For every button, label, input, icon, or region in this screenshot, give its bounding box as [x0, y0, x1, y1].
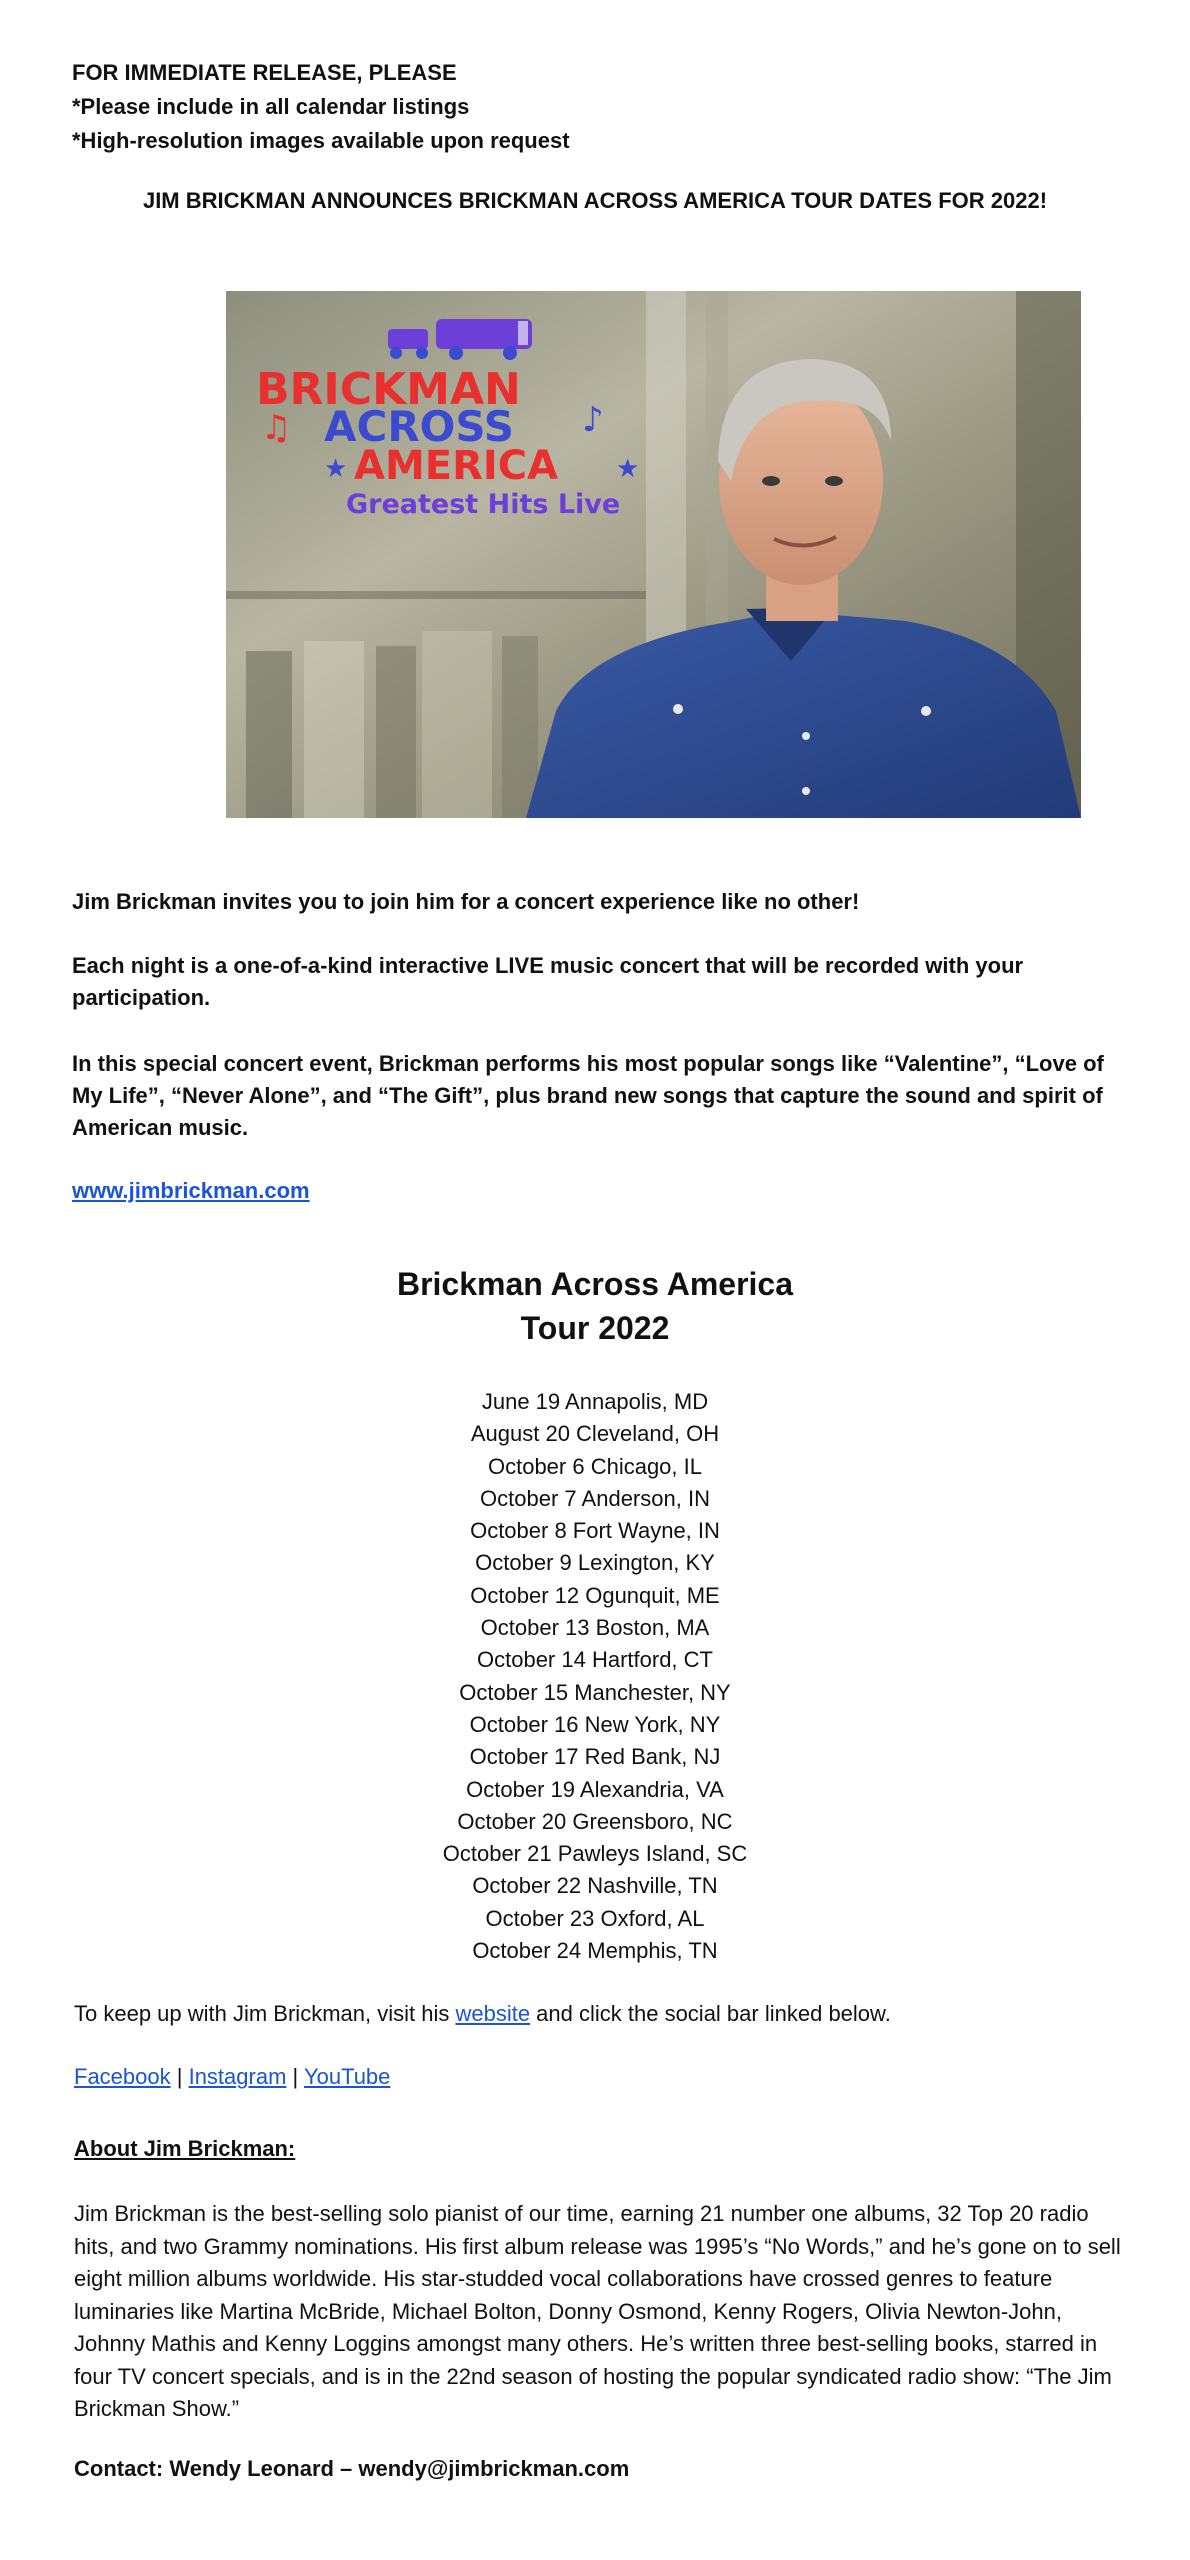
about-paragraph: Jim Brickman is the best-selling solo pianist of our time, earning 21 number one albums, 32 Top 20 radio hits, and two Grammy nominations. His first album release was 1995’s “No Words,” and he’s gone on to sell eight million albums worldwide. His star-studded vocal collaborations have crossed genres to feature luminaries like Martina McBride, Michael Bolton, Donny Osmond, Kenny Rogers, Olivia Newton-John, Johnny Mathis and Kenny Loggins amongst many others. He’s written three best-selling books, starred in four TV concert specials, and is in the 22nd season of hosting the popular syndicated radio show: “The Jim Brickman Show.” [74, 2201, 1121, 2421]
concert-paragraph: Each night is a one-of-a-kind interactive LIVE music concert that will be recorded with your participation. [72, 953, 1024, 1010]
tour-date: October 17 Red Bank, NJ [469, 1744, 721, 1770]
website-link[interactable]: www.jimbrickman.com [72, 1178, 310, 1203]
about-heading: About Jim Brickman: [74, 2136, 296, 2161]
social-links [74, 2064, 390, 2090]
songs-paragraph: In this special concert event, Brickman performs his most popular songs like “Valentine”, “Love of My Life”, “Never Alone”, and “The Gift”, plus brand new songs that capture the sound and spirit of American music. [72, 1051, 1104, 1140]
tour-date: October 19 Alexandria, VA [466, 1776, 724, 1802]
hero-photo-illustration [226, 291, 1081, 818]
tour-date: October 6 Chicago, IL [487, 1453, 702, 1479]
social-separator: | [286, 2064, 304, 2089]
star-icon: ★ [324, 454, 348, 484]
social-separator: | [170, 2064, 189, 2089]
tour-date: June 19 Annapolis, MD [481, 1389, 709, 1414]
tour-date: October 8 Fort Wayne, IN [470, 1518, 720, 1544]
tour-title-line1: Brickman Across America [396, 1266, 794, 1302]
tour-date: October 21 Pawleys Island, SC [442, 1841, 748, 1867]
tour-date: October 13 Boston, MA [480, 1615, 710, 1641]
tour-date: October 15 Manchester, NY [459, 1679, 731, 1705]
follow-paragraph [74, 1998, 1114, 2030]
hero-image [226, 291, 1081, 818]
tour-date: October 7 Anderson, IN [480, 1485, 710, 1511]
instagram-link[interactable]: Instagram [188, 2064, 287, 2089]
music-note-icon-2: ♪ [582, 400, 604, 440]
music-note-icon: ♫ [261, 408, 292, 448]
intro-paragraph: Jim Brickman invites you to join him for a concert experience like no other! [72, 889, 860, 914]
logo-across: ACROSS [324, 402, 514, 451]
tour-date: October 24 Memphis, TN [472, 1938, 718, 1964]
images-note: *High-resolution images available upon request [72, 128, 570, 153]
logo-brickman: BRICKMAN [256, 364, 521, 415]
calendar-note: *Please include in all calendar listings [72, 94, 470, 119]
follow-website-link[interactable]: website [455, 2001, 531, 2026]
tour-date: October 23 Oxford, AL [485, 1905, 705, 1931]
tour-date: October 16 New York, NY [469, 1711, 721, 1737]
star-icon-2: ★ [616, 454, 640, 484]
tour-title-line2: Tour 2022 [520, 1310, 670, 1346]
contact-line: Contact: Wendy Leonard – wendy@jimbrickman.com [74, 2456, 630, 2481]
release-notice: FOR IMMEDIATE RELEASE, PLEASE [72, 60, 457, 85]
tour-date: October 20 Greensboro, NC [457, 1808, 733, 1834]
tour-date: August 20 Cleveland, OH [470, 1421, 720, 1447]
follow-text-after: and click the social bar linked below. [530, 2001, 891, 2026]
tour-date: October 22 Nashville, TN [472, 1873, 718, 1899]
tour-dates-list [0, 1386, 1190, 1967]
tour-date: October 14 Hartford, CT [477, 1647, 713, 1673]
logo-subtitle: Greatest Hits Live [346, 489, 621, 520]
logo-america: AMERICA [354, 443, 559, 489]
youtube-link[interactable]: YouTube [303, 2064, 391, 2089]
tour-title [0, 1262, 1190, 1350]
facebook-link[interactable]: Facebook [74, 2064, 171, 2089]
headline: JIM BRICKMAN ANNOUNCES BRICKMAN ACROSS AMERICA TOUR DATES FOR 2022! [142, 188, 1048, 213]
release-header [72, 56, 570, 158]
follow-text-before: To keep up with Jim Brickman, visit his [74, 2001, 456, 2026]
tour-date: October 12 Ogunquit, ME [470, 1582, 720, 1608]
tour-date: October 9 Lexington, KY [475, 1550, 715, 1576]
